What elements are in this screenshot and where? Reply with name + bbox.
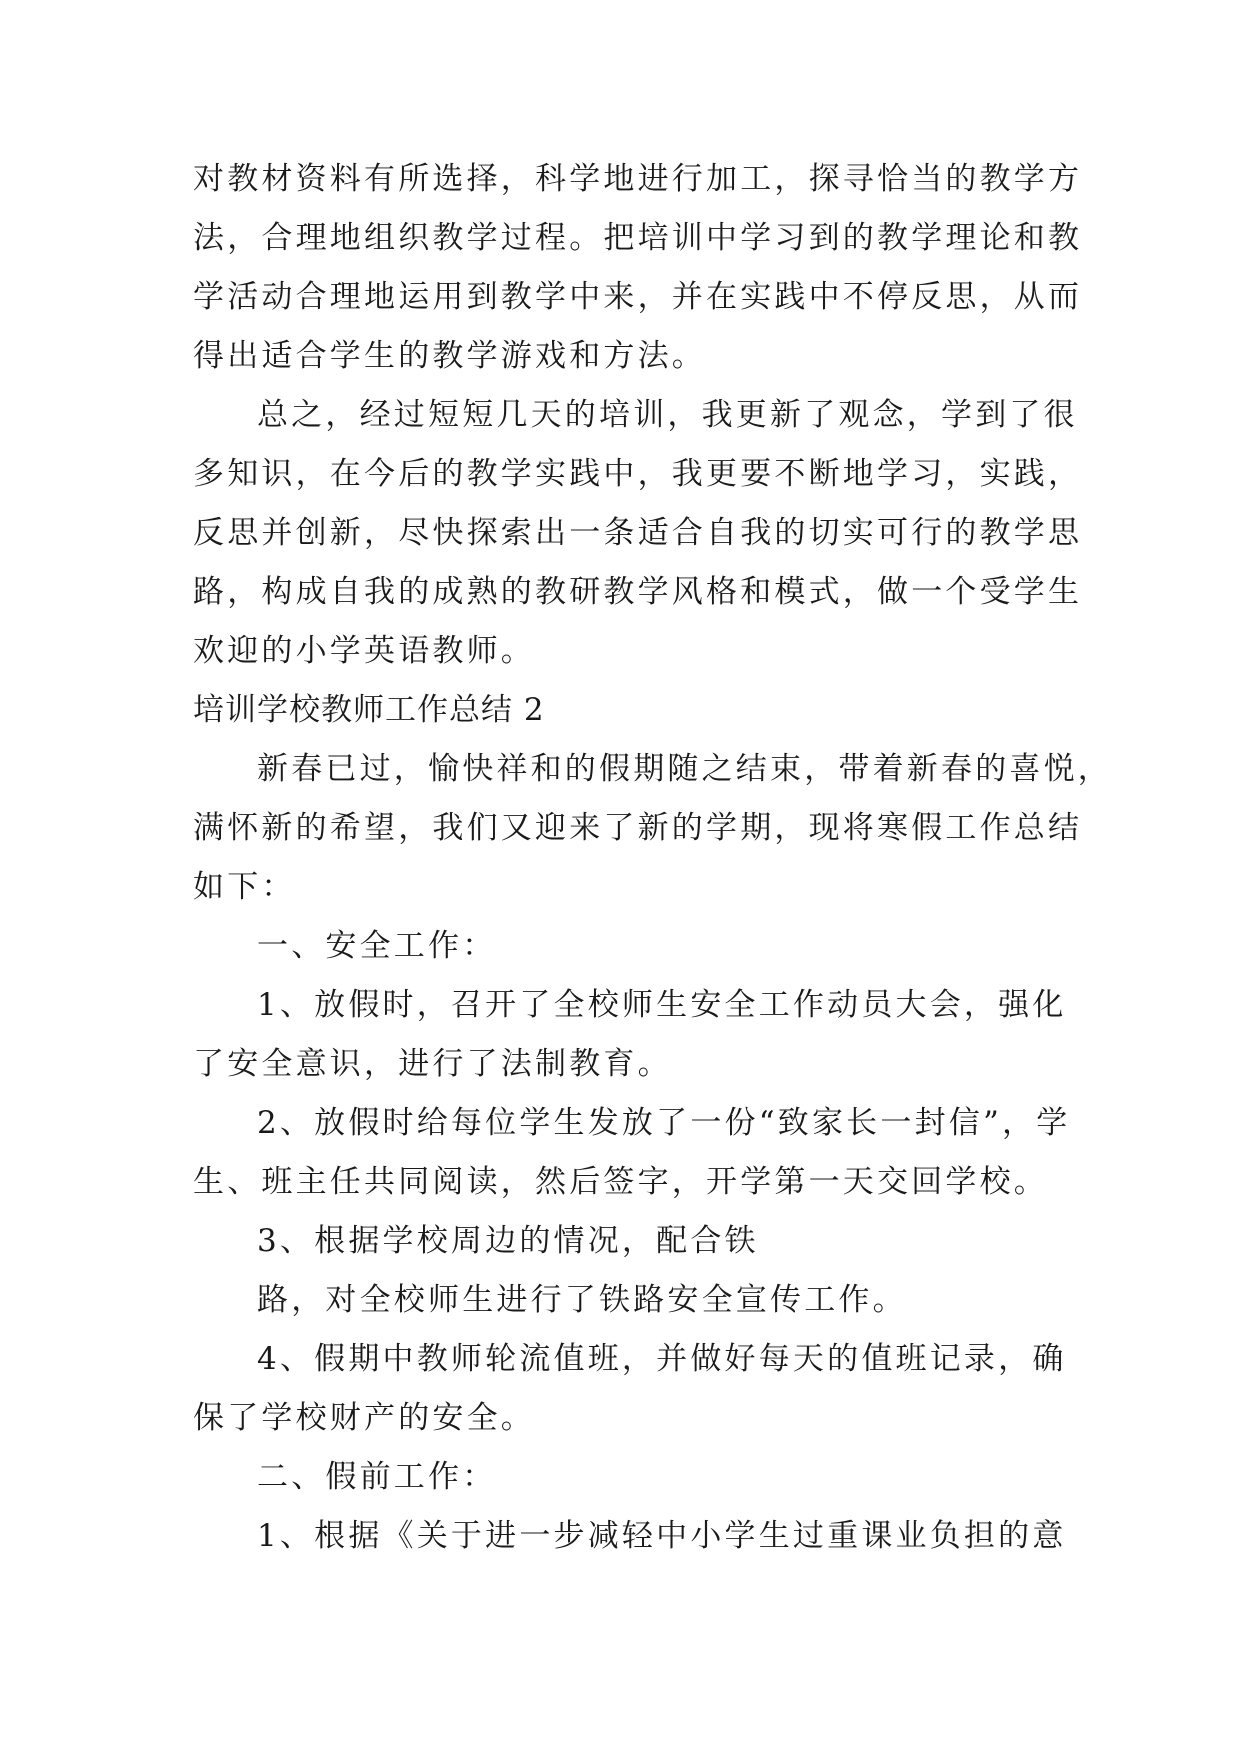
text-line: 满怀新的希望，我们又迎来了新的学期，现将寒假工作总结: [193, 810, 1083, 846]
text-line: 1、根据《关于进一步减轻中小学生过重课业负担的意: [257, 1518, 1067, 1554]
text-line: 学活动合理地运用到教学中来，并在实践中不停反思，从而: [193, 279, 1083, 315]
text-line: 保了学校财产的安全。: [193, 1400, 535, 1436]
text-line: 新春已过，愉快祥和的假期随之结束，带着新春的喜悦，: [257, 751, 1112, 787]
text-line: 路，构成自我的成熟的教研教学风格和模式，做一个受学生: [193, 574, 1083, 610]
text-line: 如下：: [193, 869, 296, 905]
text-line: 欢迎的小学英语教师。: [193, 633, 535, 669]
text-line: 生、班主任共同阅读，然后签字，开学第一天交回学校。: [193, 1164, 1048, 1200]
text-line: 路，对全校师生进行了铁路安全宣传工作。: [257, 1282, 907, 1318]
text-line: 了安全意识，进行了法制教育。: [193, 1046, 672, 1082]
text-line: 反思并创新，尽快探索出一条适合自我的切实可行的教学思: [193, 515, 1083, 551]
text-line: 对教材资料有所选择，科学地进行加工，探寻恰当的教学方: [193, 161, 1083, 197]
section-heading: 培训学校教师工作总结 2: [193, 692, 545, 728]
text-line: 得出适合学生的教学游戏和方法。: [193, 338, 706, 374]
text-line: 法，合理地组织教学过程。把培训中学习到的教学理论和教: [193, 220, 1083, 256]
text-line: 总之，经过短短几天的培训，我更新了观念，学到了很: [257, 397, 1078, 433]
text-line: 多知识，在今后的教学实践中，我更要不断地学习，实践，: [193, 456, 1083, 492]
text-line: 4、假期中教师轮流值班，并做好每天的值班记录，确: [257, 1341, 1067, 1377]
subheading: 一、安全工作：: [257, 928, 497, 964]
document-page: [193, 150, 1112, 1566]
text-line: 3、根据学校周边的情况，配合铁: [257, 1223, 759, 1259]
text-line: 1、放假时，召开了全校师生安全工作动员大会，强化: [257, 987, 1067, 1023]
subheading: 二、假前工作：: [257, 1459, 497, 1495]
text-line: 2、放假时给每位学生发放了一份“致家长一封信”，学: [257, 1105, 1071, 1141]
